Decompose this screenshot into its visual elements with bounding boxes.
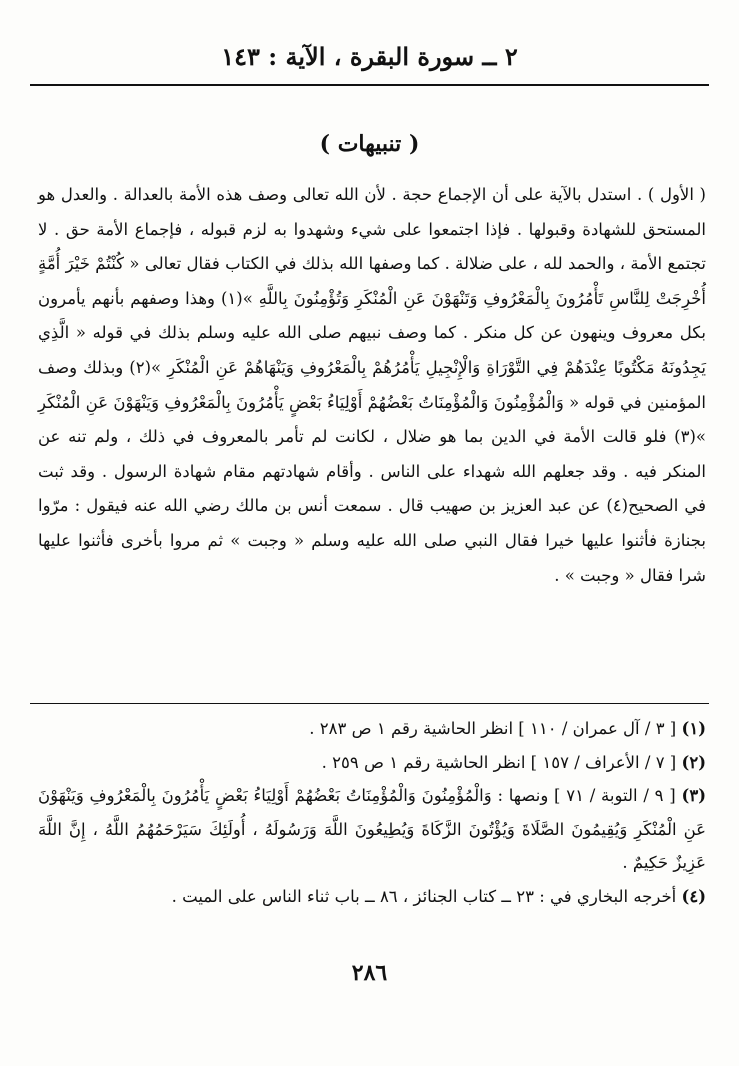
running-header: ٢ ــ سورة البقرة ، الآية : ١٤٣ [221,42,518,71]
footnote-number: ( ٤ ) [682,887,707,906]
header-rule [30,84,709,86]
footnote-divider [30,703,709,704]
footnote-3 [38,779,706,880]
footnote-number: ( ٣ ) [682,786,707,805]
main-paragraph: ( الأول ) . استدل بالآية على أن الإجماع حجة . لأن الله تعالى وصف هذه الأمة بالعدالة . والعدل هو المستحق للشهادة وقبولها . فإذا اجتمعوا على شيء وشهدوا به لزم قبوله ، فإجماع الأمة حق . لا تجتمع الأمة ، والحمد لله ، على ضلالة . كما وصفها الله بذلك في الكتاب فقال تعالى « كُنْتُمْ خَيْرَ أُمَّةٍ أُخْرِجَتْ لِلنَّاسِ تَأْمُرُونَ بِالْمَعْرُوفِ وَتَنْهَوْنَ عَنِ الْمُنْكَرِ وَتُؤْمِنُونَ بِاللَّهِ »(١) وهذا وصفهم بأنهم يأمرون بكل معروف وينهون عن كل منكر . كما وصف نبيهم صلى الله عليه وسلم بذلك في قوله « الَّذِي يَجِدُونَهُ مَكْتُوبًا عِنْدَهُمْ فِي التَّوْرَاةِ وَالْإِنْجِيلِ يَأْمُرُهُمْ بِالْمَعْرُوفِ وَيَنْهَاهُمْ عَنِ الْمُنْكَرِ »(٢) وبذلك وصف المؤمنين في قوله « وَالْمُؤْمِنُونَ وَالْمُؤْمِنَاتُ بَعْضُهُمْ أَوْلِيَاءُ بَعْضٍ يَأْمُرُونَ بِالْمَعْرُوفِ وَيَنْهَوْنَ عَنِ الْمُنْكَرِ »(٣) فلو قالت الأمة في الدين بما هو ضلال ، لكانت لم تأمر بالمعروف في ذلك ، ولم تنه عن المنكر فيه . وقد جعلهم الله شهداء على الناس . وأقام شهادتهم مقام شهادة الرسول . وقد ثبت في الصحيح(٤) عن عبد العزيز بن صهيب قال . سمعت أنس بن مالك رضي الله عنه فيقول : مرّوا بجنازة فأثنوا عليها خيرا فقال النبي صلى الله عليه وسلم « وجبت » ثم مروا بأخرى فأثنوا عليها شرا فقال « وجبت » . [38,185,706,585]
footnote-number: ( ١ ) [682,719,707,738]
section-title: ( تنبيهات ) [319,131,420,157]
footnote-text: [ ٧ / الأعراف / ١٥٧ ] انظر الحاشية رقم ١ ص ٢٥٩ . [321,752,677,772]
footnote-text: [ ٩ / التوبة / ٧١ ] ونصها : وَالْمُؤْمِنُونَ وَالْمُؤْمِنَاتُ بَعْضُهُمْ أَوْلِيَاءُ بَعْضٍ يَأْمُرُونَ بِالْمَعْرُوفِ وَيَنْهَوْنَ عَنِ الْمُنْكَرِ وَيُقِيمُونَ الصَّلَاةَ وَيُؤْتُونَ الزَّكَاةَ وَيُطِيعُونَ اللَّهَ وَرَسُولَهُ ، أُولَئِكَ سَيَرْحَمُهُمُ اللَّهُ ، إِنَّ اللَّهَ عَزِيزٌ حَكِيمٌ . [38,786,706,872]
footnote-2 [38,746,706,780]
footnote-1 [38,712,706,746]
footnote-4 [38,880,706,914]
footnote-number: ( ٢ ) [682,753,707,772]
footnote-text: [ ٣ / آل عمران / ١١٠ ] انظر الحاشية رقم ١ ص ٢٨٣ . [309,719,677,738]
footnote-text: أخرجه البخاري في : ٢٣ ــ كتاب الجنائز ، ٨٦ ــ باب ثناء الناس على الميت . [171,886,677,906]
page-number: ٢٨٦ [351,960,388,986]
footnotes-section [38,712,706,913]
